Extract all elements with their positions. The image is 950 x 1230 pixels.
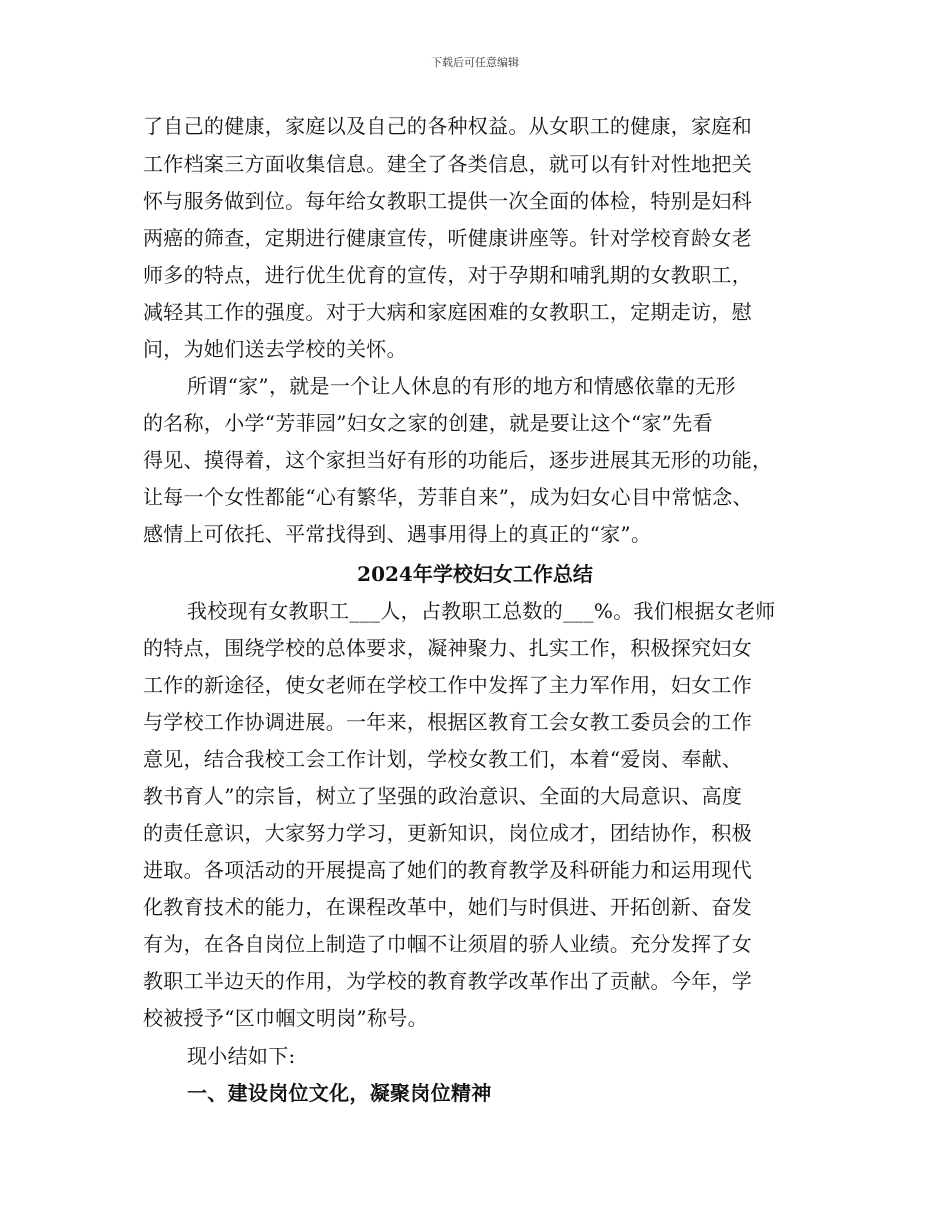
paragraph-line: 的特点，围绕学校的总体要求，凝神聚力、扎实工作，积极探究妇女 xyxy=(143,636,752,660)
paragraph-line: 问，为她们送去学校的关怀。 xyxy=(143,337,407,361)
paragraph-line: 校被授予“区巾帼文明岗”称号。 xyxy=(143,1006,428,1030)
paragraph-line: 进取。各项活动的开展提高了她们的教育教学及科研能力和运用现代 xyxy=(143,858,752,882)
paragraph-line: 有为，在各自岗位上制造了巾帼不让须眉的骄人业绩。充分发挥了女 xyxy=(143,932,752,956)
paragraph-line: 让每一个女性都能“心有繁华，芳菲自来”，成为妇女心目中常惦念、 xyxy=(143,485,753,509)
paragraph-line: 与学校工作协调进展。一年来，根据区教育工会女教工委员会的工作 xyxy=(143,710,752,734)
page-header: 下载后可任意编辑 xyxy=(431,56,519,69)
paragraph-line: 工作档案三方面收集信息。建全了各类信息，就可以有针对性地把关 xyxy=(143,152,752,176)
paragraph-line: 的责任意识，大家努力学习，更新知识，岗位成才，团结协作，积极 xyxy=(143,821,752,845)
paragraph-line: 意见，结合我校工会工作计划，学校女教工们，本着“爱岗、奉献、 xyxy=(143,747,743,771)
section-heading: 一、建设岗位文化，凝聚岗位精神 xyxy=(187,1081,492,1105)
summary-intro: 现小结如下: xyxy=(187,1044,296,1068)
paragraph-line: 我校现有女教职工___人，占教职工总数的___%。我们根据女老师 xyxy=(187,599,776,623)
paragraph-line: 工作的新途径，使女老师在学校工作中发挥了主力军作用，妇女工作 xyxy=(143,673,752,697)
paragraph-line: 的名称，小学“芳菲园”妇女之家的创建，就是要让这个“家”先看 xyxy=(143,411,713,435)
paragraph-line: 得见、摸得着，这个家担当好有形的功能后，逐步进展其无形的功能， xyxy=(143,448,773,472)
paragraph-line: 了自己的健康，家庭以及自己的各种权益。从女职工的健康，家庭和 xyxy=(143,114,752,138)
paragraph-line: 所谓“家”，就是一个让人休息的有形的地方和情感依靠的无形 xyxy=(187,374,736,398)
paragraph-line: 减轻其工作的强度。对于大病和家庭困难的女教职工，定期走访，慰 xyxy=(143,300,752,324)
paragraph-line: 化教育技术的能力，在课程改革中，她们与时俱进、开拓创新、奋发 xyxy=(143,895,752,919)
paragraph-line: 教职工半边天的作用，为学校的教育教学改革作出了贡献。今年，学 xyxy=(143,969,752,993)
paragraph-line: 怀与服务做到位。每年给女教职工提供一次全面的体检，特别是妇科 xyxy=(143,189,752,213)
paragraph-line: 感情上可依托、平常找得到、遇事用得上的真正的“家”。 xyxy=(143,522,652,546)
section-title: 2024年学校妇女工作总结 xyxy=(357,562,593,586)
paragraph-line: 教书育人”的宗旨，树立了坚强的政治意识、全面的大局意识、高度 xyxy=(143,784,743,808)
paragraph-line: 两癌的筛查，定期进行健康宣传，听健康讲座等。针对学校育龄女老 xyxy=(143,226,752,250)
paragraph-line: 师多的特点，进行优生优育的宣传，对于孕期和哺乳期的女教职工， xyxy=(143,263,752,287)
